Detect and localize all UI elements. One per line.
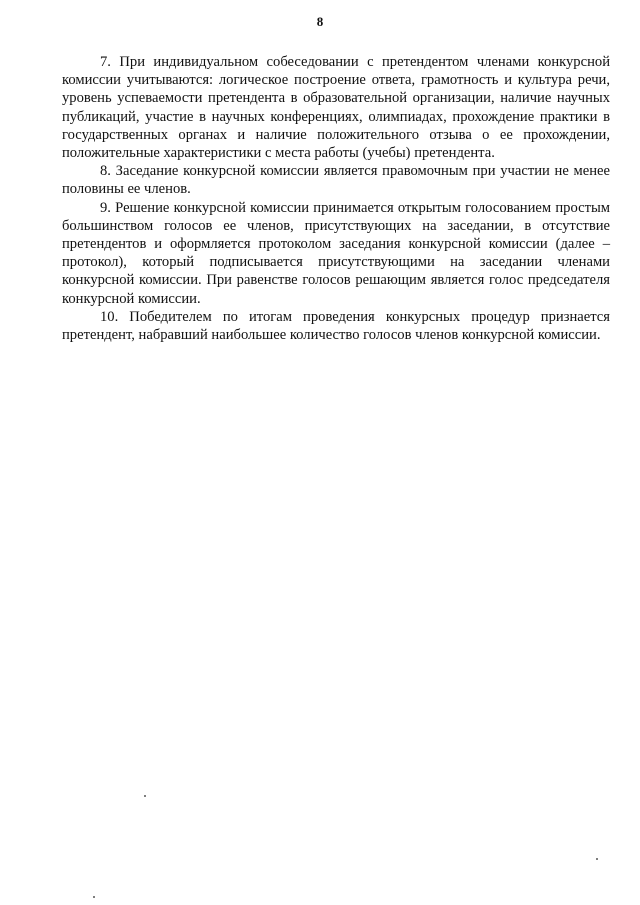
scan-speck <box>596 858 598 860</box>
paragraph-8: 8. Заседание конкурсной комиссии является правомочным при участии не менее половины ее членов. <box>62 163 610 198</box>
paragraph-7: 7. При индивидуальном собеседовании с претендентом членами конкурсной комиссии учитываются: логическое построение ответа, грамотность и культура речи, уровень успеваемости претендента в образовательной организации, наличие научных публикаций, участие в научных конференциях, олимпиадах, прохождение практики в государственных органах и наличие положительного отзыва о ее прохождении, положительные характеристики с места работы (учебы) претендента. <box>62 54 610 162</box>
document-body <box>62 53 610 344</box>
scan-speck <box>93 896 95 898</box>
page-number: 8 <box>316 14 324 29</box>
paragraph-9: 9. Решение конкурсной комиссии принимается открытым голосованием простым большинством голосов ее членов, присутствующих на заседании, в отсутствие претендентов и оформляется протоколом заседания конкурсной комиссии (далее – протокол), который подписывается присутствующими на заседании членами конкурсной комиссии. При равенстве голосов решающим является голос председателя конкурсной комиссии. <box>62 199 610 307</box>
scan-speck <box>144 795 146 797</box>
paragraph-10: 10. Победителем по итогам проведения конкурсных процедур признается претендент, набравший наибольшее количество голосов членов конкурсной комиссии. <box>62 308 610 344</box>
